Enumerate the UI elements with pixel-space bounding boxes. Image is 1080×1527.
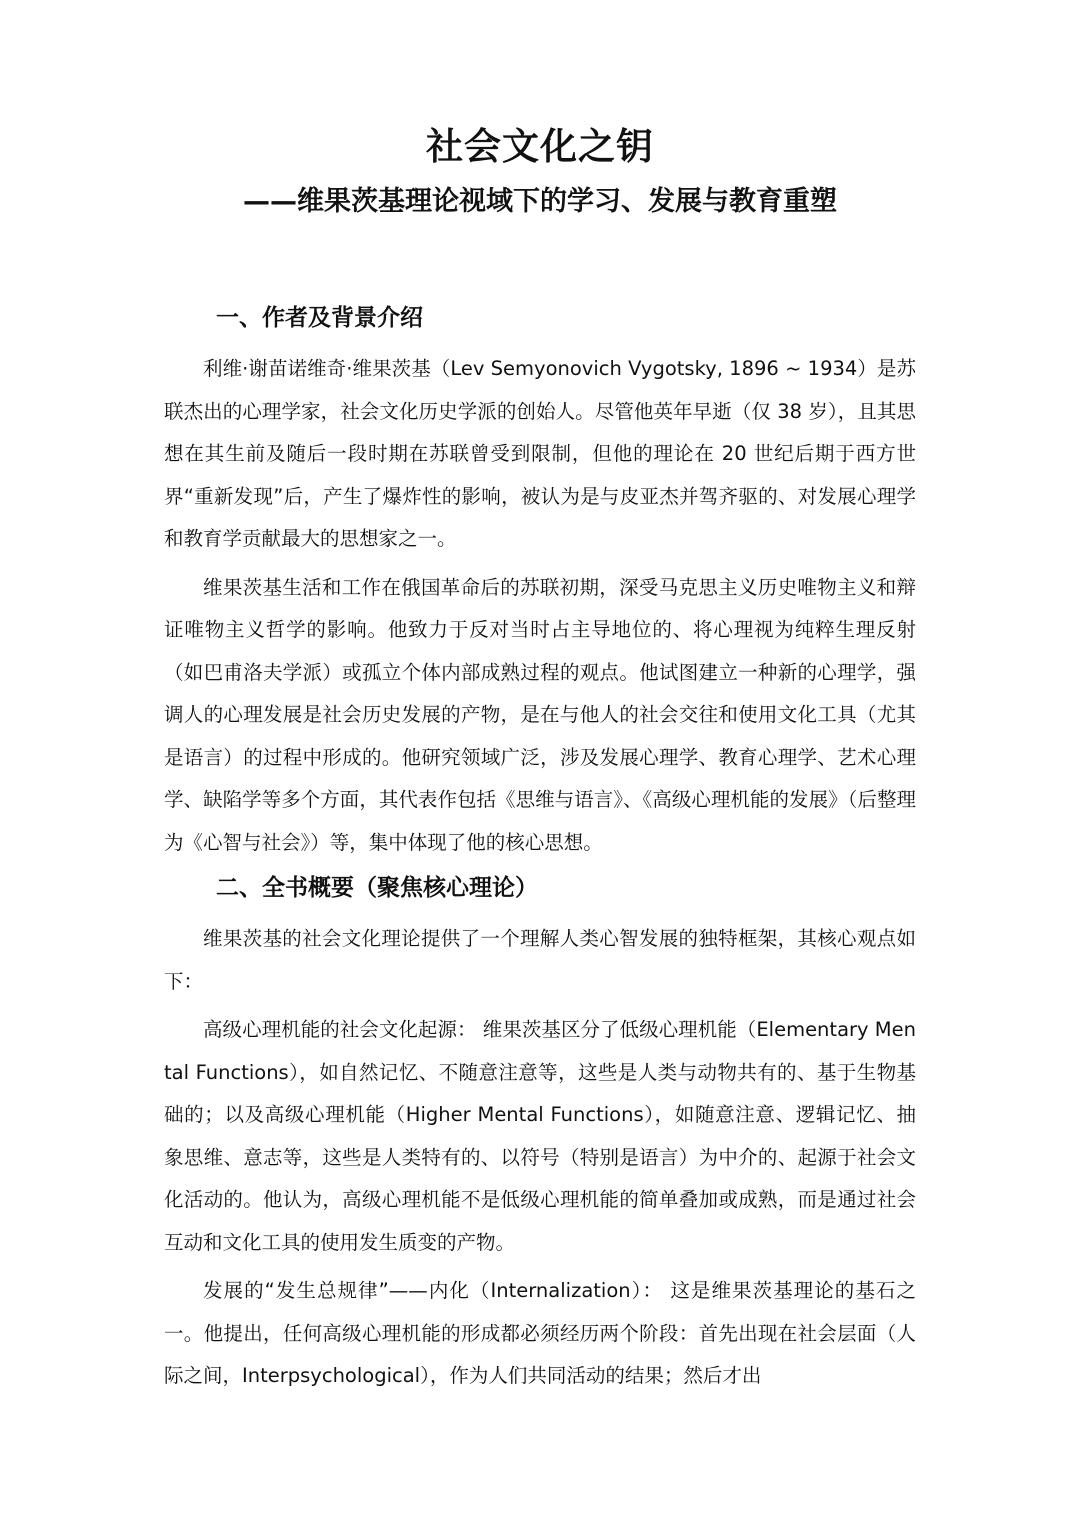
section-heading-overview: 二、全书概要（聚焦核心理论）: [216, 875, 538, 901]
paragraph: 发展的“发生总规律”——内化（Internalization）： 这是维果茨基理论的基石之一。他提出，任何高级心理机能的形成都必须经历两个阶段：首先出现在社会层面（人际之间，Interpsychological），作为人们共同活动的结果；然后才出: [164, 1279, 916, 1387]
paragraph: 利维·谢苗诺维奇·维果茨基（Lev Semyonovich Vygotsky, 1896 ~ 1934）是苏联杰出的心理学家，社会文化历史学派的创始人。尽管他英年早逝（仅 38 岁），且其思想在其生前及随后一段时期在苏联曾受到限制，但他的理论在 20 世纪后期于西方世界“重新发现”后，产生了爆炸性的影响，被认为是与皮亚杰并驾齐驱的、对发展心理学和教育学贡献最大的思想家之一。: [164, 357, 916, 550]
section-heading-background: 一、作者及背景介绍: [216, 305, 423, 331]
document-body: [164, 300, 916, 1404]
paragraph: 维果茨基的社会文化理论提供了一个理解人类心智发展的独特框架，其核心观点如下：: [164, 927, 916, 993]
document-title: 社会文化之钥: [426, 125, 654, 168]
paragraph: 维果茨基生活和工作在俄国革命后的苏联初期，深受马克思主义历史唯物主义和辩证唯物主义哲学的影响。他致力于反对当时占主导地位的、将心理视为纯粹生理反射（如巴甫洛夫学派）或孤立个体内部成熟过程的观点。他试图建立一种新的心理学，强调人的心理发展是社会历史发展的产物，是在与他人的社会交往和使用文化工具（尤其是语言）的过程中形成的。他研究领域广泛，涉及发展心理学、教育心理学、艺术心理学、缺陷学等多个方面，其代表作包括《思维与语言》、《高级心理机能的发展》（后整理为《心智与社会》）等，集中体现了他的核心思想。: [164, 575, 916, 854]
document-subtitle: ——维果茨基理论视域下的学习、发展与教育重塑: [243, 186, 837, 217]
paragraph: 高级心理机能的社会文化起源： 维果茨基区分了低级心理机能（Elementary Mental Functions），如自然记忆、不随意注意等，这些是人类与动物共有的、基于生物基础的；以及高级心理机能（Higher Mental Functions），如随意注意、逻辑记忆、抽象思维、意志等，这些是人类特有的、以符号（特别是语言）为中介的、起源于社会文化活动的。他认为，高级心理机能不是低级心理机能的简单叠加或成熟，而是通过社会互动和文化工具的使用发生质变的产物。: [164, 1018, 916, 1254]
